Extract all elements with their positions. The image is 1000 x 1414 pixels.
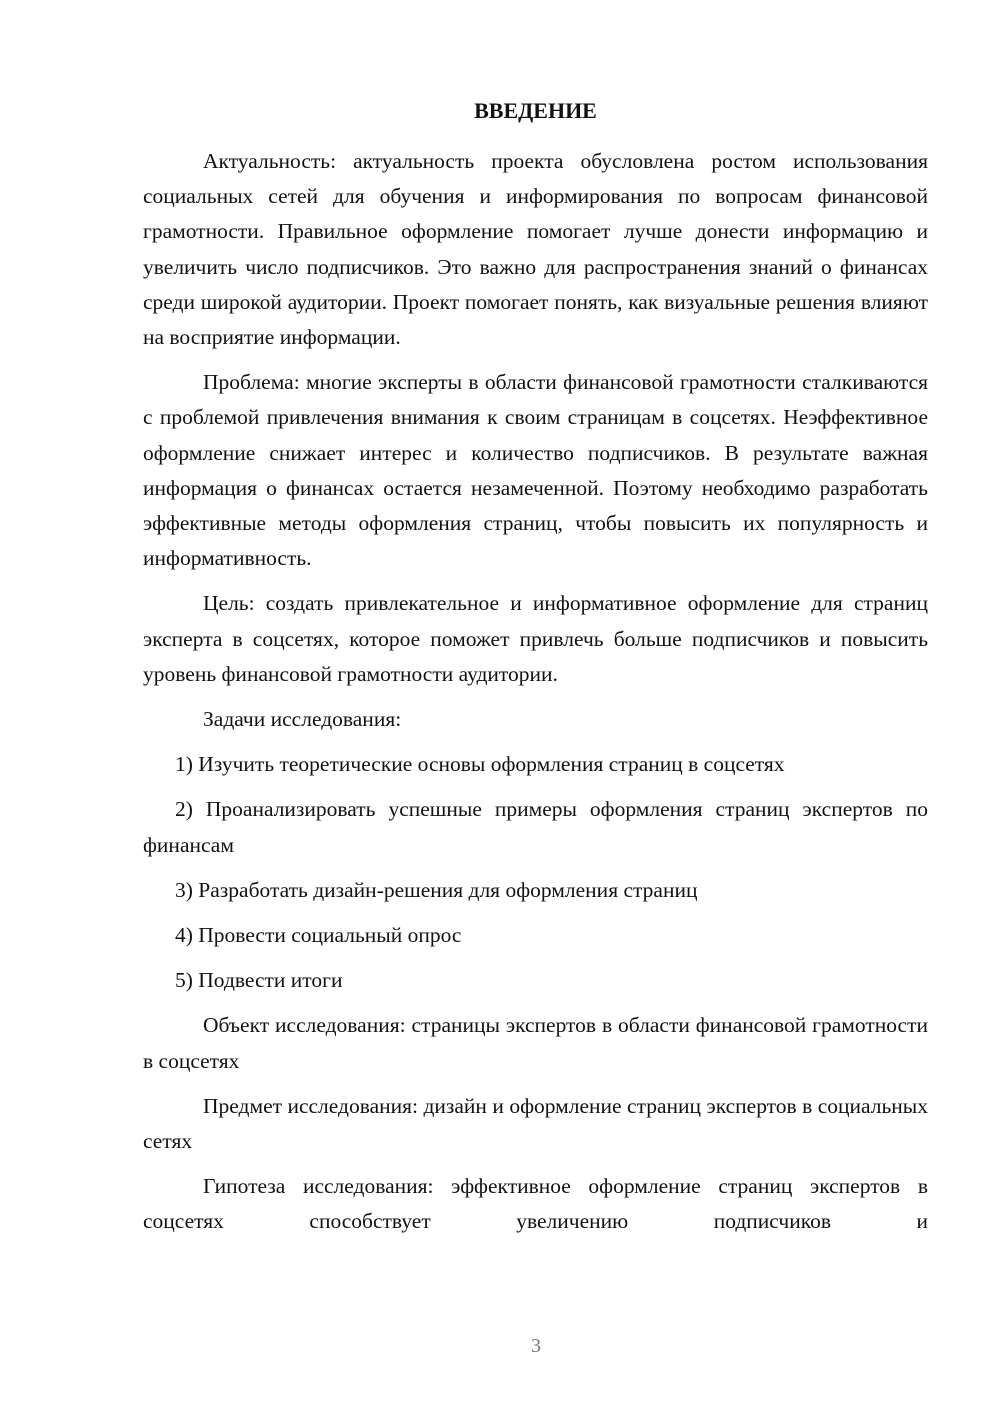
task-item-1: 1) Изучить теоретические основы оформления страниц в соцсетях [175,752,785,777]
object-paragraph: Объект исследования: страницы экспертов в области финансовой грамотности в соцсетях [143,1013,928,1073]
subject-paragraph: Предмет исследования: дизайн и оформление страниц экспертов в социальных сетях [143,1093,928,1154]
task-item-3: 3) Разработать дизайн-решения для оформления страниц [175,877,698,902]
document-page [143,96,928,1250]
tasks-title: Задачи исследования: [203,707,402,732]
task-item-2: 2) Проанализировать успешные примеры оформления страниц экспертов по финансам [143,797,928,857]
hypothesis-paragraph: Гипотеза исследования: эффективное оформление страниц экспертов в соцсетях способствует увеличению подписчиков и [143,1174,928,1234]
goal-paragraph: Цель: создать привлекательное и информативное оформление для страниц эксперта в соцсетях, которое поможет привлечь больше подписчиков и повысить уровень финансовой грамотности аудитории. [143,591,928,686]
task-item-5: 5) Подвести итоги [175,968,343,993]
task-item-4: 4) Провести социальный опрос [175,923,462,948]
page-title: ВВЕДЕНИЕ [474,98,597,123]
relevance-paragraph: Актуальность: актуальность проекта обусловлена ростом использования социальных сетей для обучения и информирования по вопросам финансовой грамотности. Правильное оформление помогает лучше донести информацию и увеличить число подписчиков. Это важно для распространения знаний о финансах среди широкой аудитории. Проект помогает понять, как визуальные решения влияют на восприятие информации. [143,149,928,350]
problem-paragraph: Проблема: многие эксперты в области финансовой грамотности сталкиваются с проблемой привлечения внимания к своим страницам в соцсетях. Неэффективное оформление снижает интерес и количество подписчиков. В результате важная информация о финансах остается незамеченной. Поэтому необходимо разработать эффективные методы оформления страниц, чтобы повысить их популярность и информативность. [143,370,928,571]
page-number: 3 [531,1335,541,1357]
